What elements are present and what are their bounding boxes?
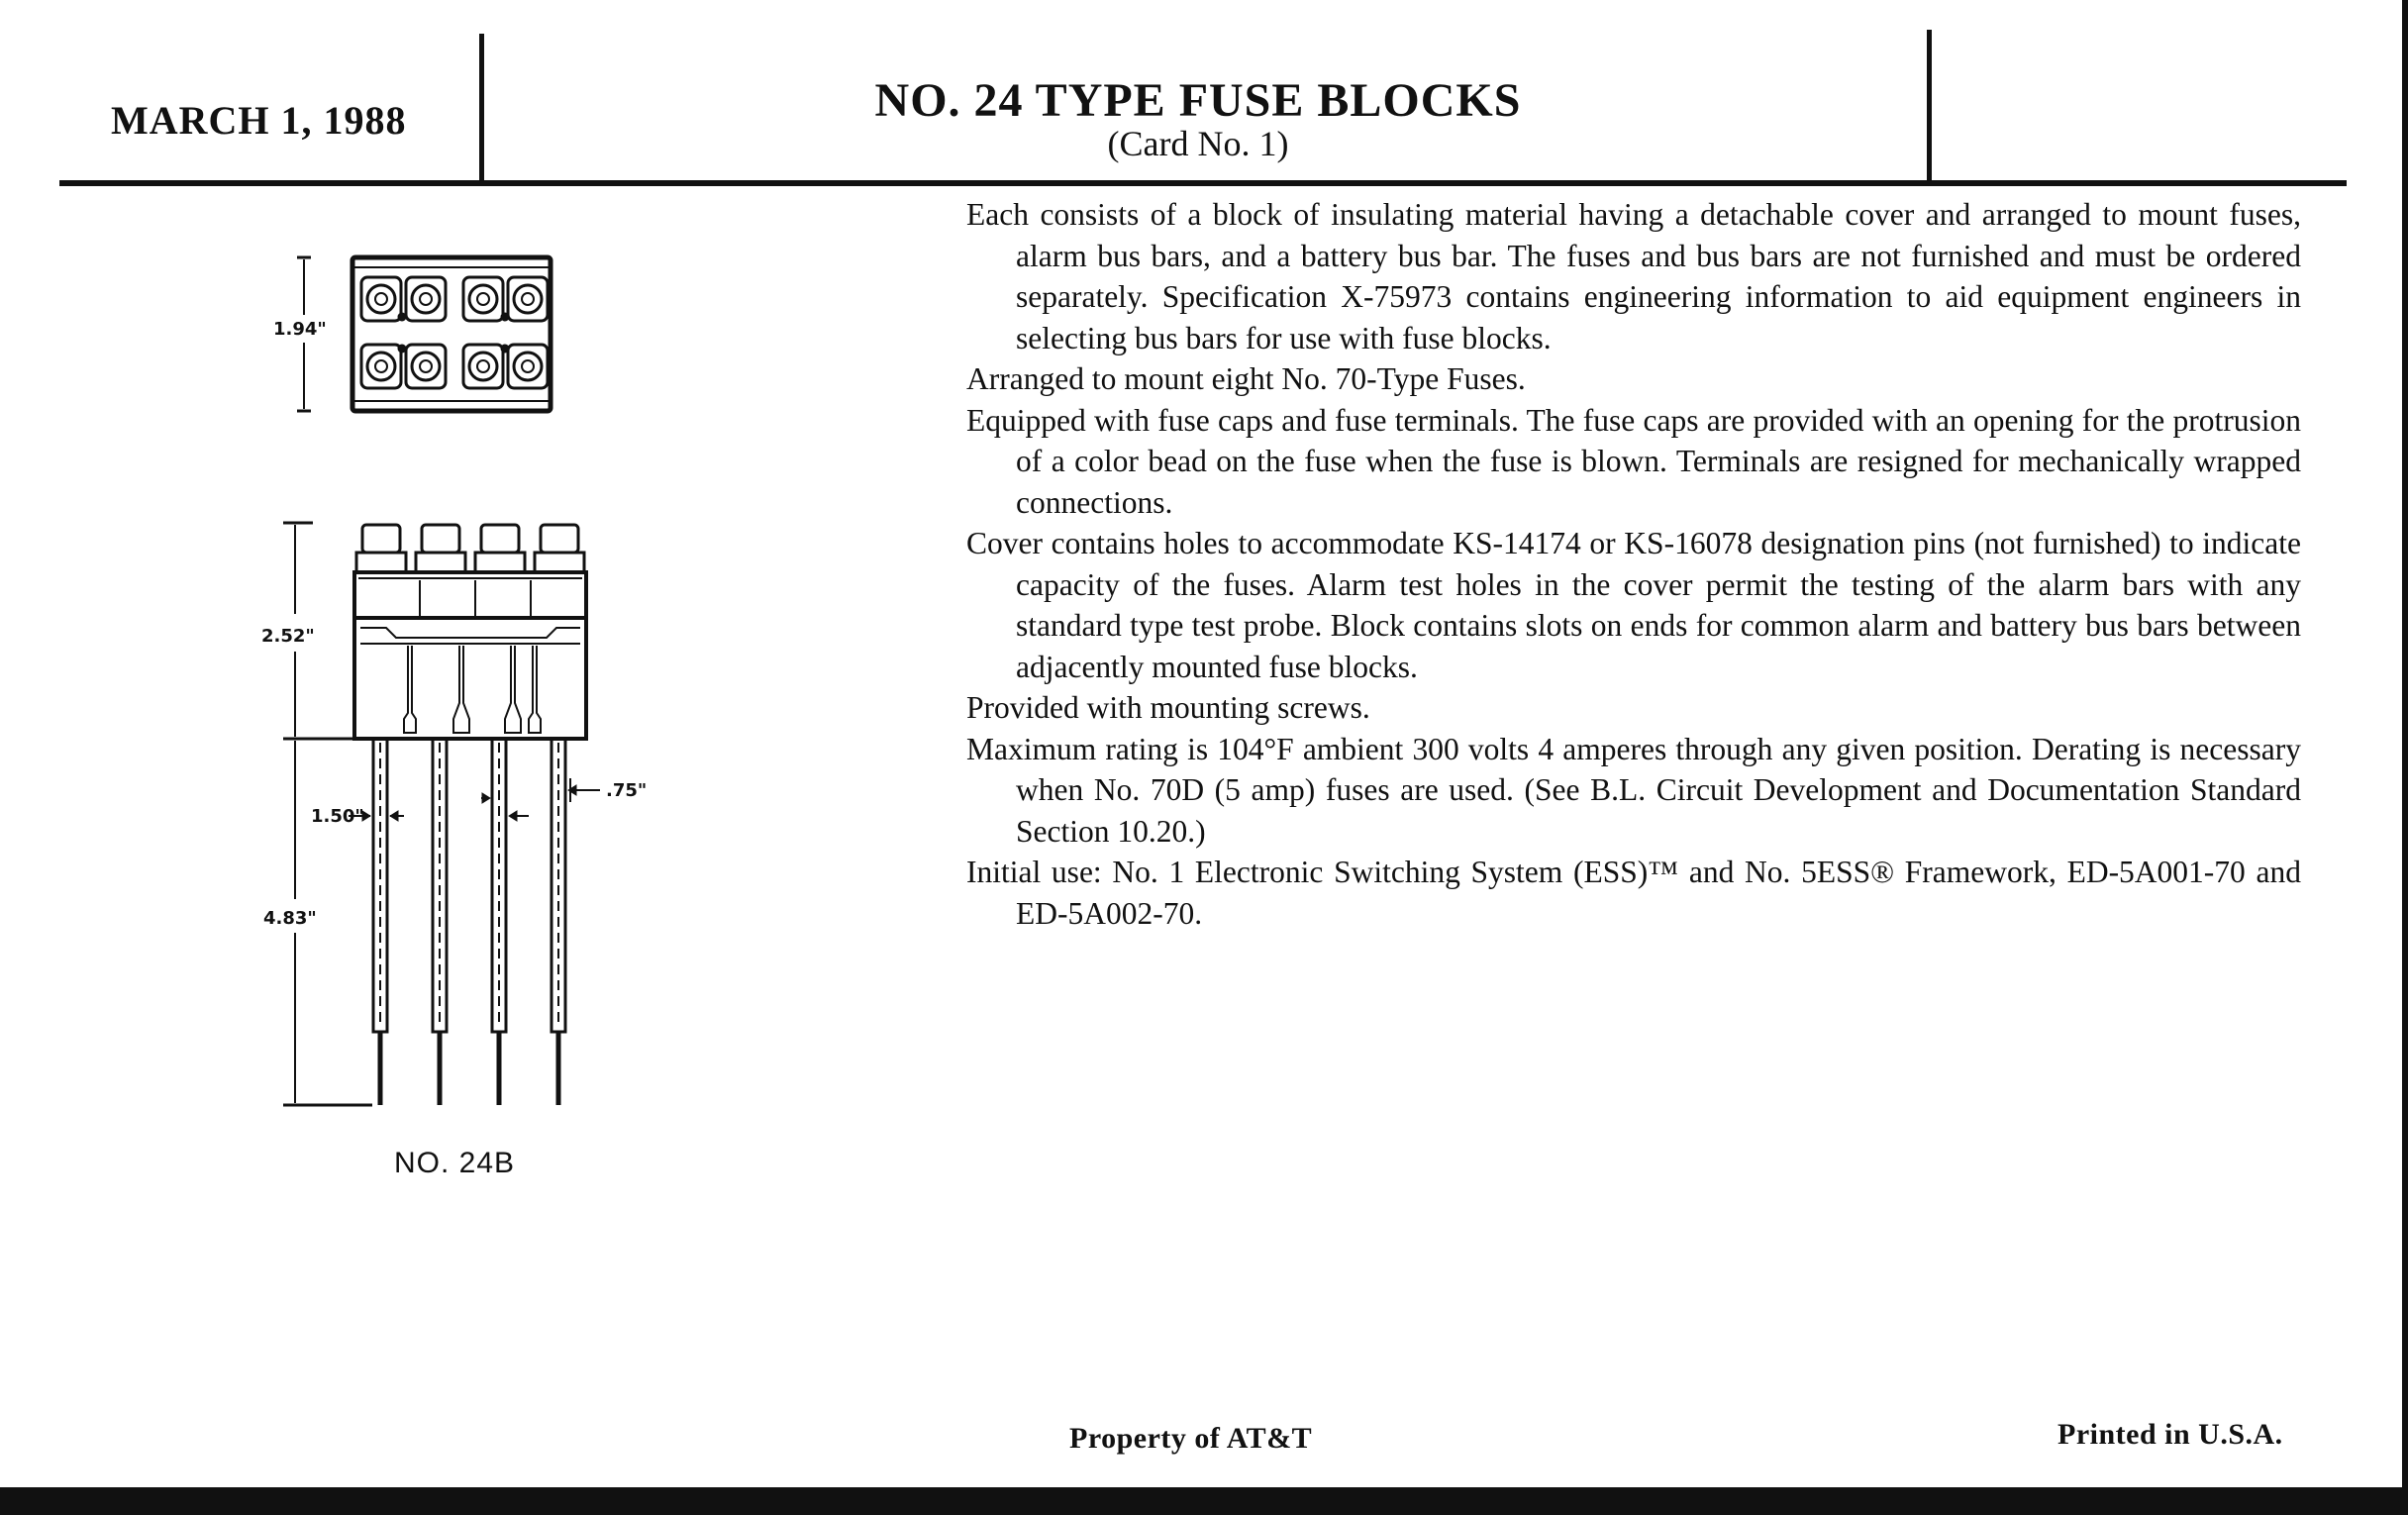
paragraph: Maximum rating is 104°F ambient 300 volts 4 amperes through any given position. Derating is necessary when No. 70D (5 amp) fuses are used. (See B.L. Circuit Development and Documentation Standard Section 10.20.) bbox=[966, 731, 2301, 849]
paragraph: Initial use: No. 1 Electronic Switching System (ESS)™ and No. 5ESS® Framework, ED-5A001-70 and ED-5A002-70. bbox=[966, 855, 2301, 931]
card-title: NO. 24 TYPE FUSE BLOCKS bbox=[874, 74, 1522, 127]
dim-label-terminal-gap: 1.50" bbox=[311, 806, 364, 827]
card-date: MARCH 1, 1988 bbox=[111, 98, 407, 143]
wrap-terminals bbox=[373, 739, 565, 1105]
dim-label-terminal-length: 4.83" bbox=[263, 908, 317, 929]
dim-label-top-height: 1.94" bbox=[273, 319, 327, 340]
paragraph: Arranged to mount eight No. 70-Type Fuses. bbox=[966, 361, 1526, 396]
fuse-block-drawing bbox=[238, 238, 693, 1208]
footer-property: Property of AT&T bbox=[1069, 1422, 1313, 1455]
header-rule bbox=[59, 180, 2347, 186]
header-divider-right bbox=[1927, 30, 1932, 180]
dim-label-terminal-spacing: .75" bbox=[606, 780, 648, 801]
card-subtitle: (Card No. 1) bbox=[1107, 124, 1289, 163]
footer-printed: Printed in U.S.A. bbox=[2057, 1418, 2283, 1451]
top-view bbox=[297, 257, 551, 411]
description-text bbox=[966, 194, 2301, 934]
fuse-caps bbox=[356, 525, 584, 572]
fuse-socket-row-bottom bbox=[361, 345, 548, 388]
paragraph: Equipped with fuse caps and fuse terminals. The fuse caps are provided with an opening for the protrusion of a color bead on the fuse when the fuse is blown. Terminals are resigned for mechanically wrapped connections. bbox=[966, 402, 2301, 520]
dim-label-body-height: 2.52" bbox=[261, 626, 315, 647]
frame-border-bottom bbox=[0, 1487, 2408, 1515]
paragraph: Provided with mounting screws. bbox=[966, 690, 1370, 725]
model-label: NO. 24B bbox=[394, 1147, 516, 1179]
paragraph: Each consists of a block of insulating material having a detachable cover and arranged to mount fuses, alarm bus bars, and a battery bus bar. The fuses and bus bars are not furnished and must be ordered separately. Specification X-75973 contains engineering information to aid equipment engineers in selecting bus bars for use with fuse blocks. bbox=[966, 197, 2301, 355]
frame-border-right bbox=[2402, 0, 2408, 1515]
internal-terminals bbox=[404, 646, 541, 733]
fuse-block-diagram bbox=[238, 238, 693, 1208]
header-divider-left bbox=[479, 34, 484, 186]
paragraph: Cover contains holes to accommodate KS-14174 or KS-16078 designation pins (not furnished) to indicate capacity of the fuses. Alarm test holes in the cover permit the testing of the alarm bars with any standard type test probe. Block contains slots on ends for common alarm and battery bus bars between adjacently mounted fuse blocks. bbox=[966, 526, 2301, 684]
fuse-socket-row-top bbox=[361, 277, 548, 321]
